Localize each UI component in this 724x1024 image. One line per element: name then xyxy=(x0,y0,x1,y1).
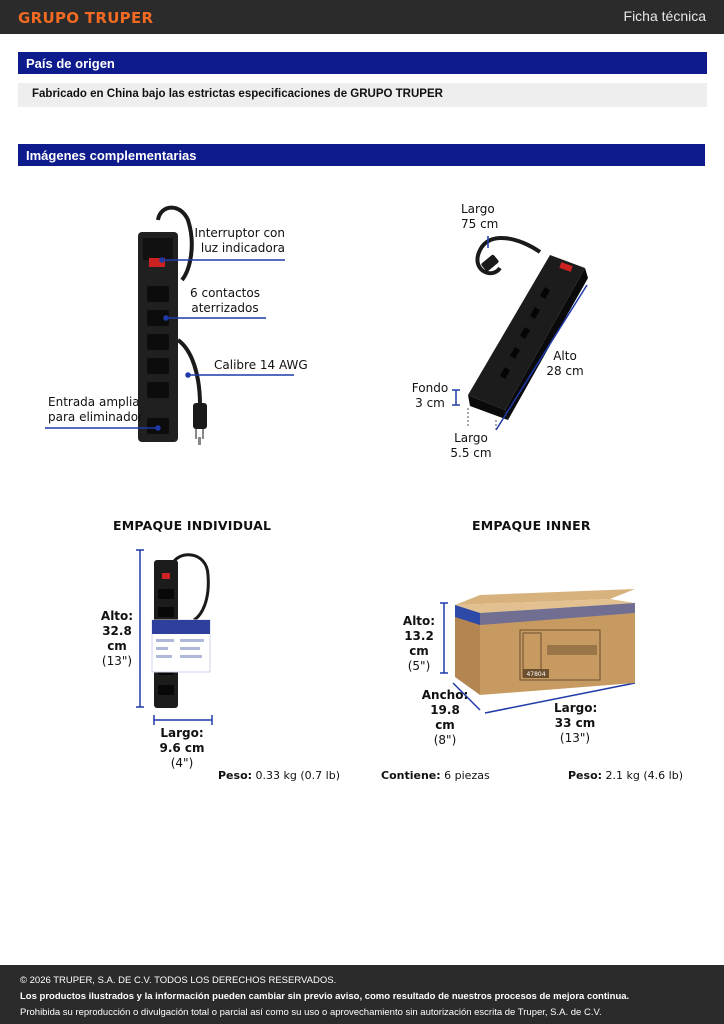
individual-weight: Peso: 0.33 kg (0.7 lb) xyxy=(218,769,340,782)
individual-length-label: Largo: 9.6 cm (4") xyxy=(159,726,205,770)
footer xyxy=(0,965,724,1024)
inner-length-label: Largo: 33 cm (13") xyxy=(554,701,598,745)
inner-weight: Peso: 2.1 kg (4.6 lb) xyxy=(568,769,683,782)
brand-logo: GRUPO TRUPER xyxy=(18,9,154,27)
inner-package-title: EMPAQUE INNER xyxy=(472,518,591,533)
footer-notice: Los productos ilustrados y la información pueden cambiar sin previo aviso, como resultado de nuestros procesos de mejora continua. xyxy=(20,991,630,1002)
footer-legal: Prohibida su reproducción o divulgación total o parcial así como su uso o aprovechamiento sin autorización escrita de Truper, S.A. de C.V. xyxy=(20,1007,602,1018)
individual-package-illustration xyxy=(132,545,222,725)
individual-height-label: Alto: 32.8 cm (13") xyxy=(100,609,134,668)
dimension-label-cord-length: Largo 75 cm xyxy=(461,202,499,231)
inner-contents: Contiene: 6 piezas xyxy=(381,769,490,782)
feature-label-gauge: Calibre 14 AWG xyxy=(214,358,308,372)
power-strip-dimensions-illustration xyxy=(440,220,610,450)
dimension-label-height: Alto 28 cm xyxy=(546,349,584,378)
origin-text: Fabricado en China bajo las estrictas especificaciones de GRUPO TRUPER xyxy=(18,83,707,107)
origin-section-header: País de origen xyxy=(18,52,707,74)
box-code-text: 47804 xyxy=(526,671,546,678)
dimension-label-length: Largo 5.5 cm xyxy=(450,431,492,460)
feature-label-outlets: 6 contactos aterrizados xyxy=(190,286,260,315)
individual-package-title: EMPAQUE INDIVIDUAL xyxy=(113,518,272,533)
inner-height-label: Alto: 13.2 cm (5") xyxy=(402,614,436,673)
dimension-label-depth: Fondo 3 cm xyxy=(411,381,449,410)
inner-width-label: Ancho: 19.8 cm (8") xyxy=(421,688,469,747)
feature-label-switch: Interruptor con luz indicadora xyxy=(194,226,285,255)
top-bar xyxy=(0,0,724,34)
footer-copyright: © 2026 TRUPER, S.A. DE C.V. TODOS LOS DERECHOS RESERVADOS. xyxy=(20,975,337,986)
document-type: Ficha técnica xyxy=(623,8,706,24)
images-section-header: Imágenes complementarias xyxy=(18,144,705,166)
feature-label-wide-outlet: Entrada amplia para eliminador xyxy=(48,395,143,424)
